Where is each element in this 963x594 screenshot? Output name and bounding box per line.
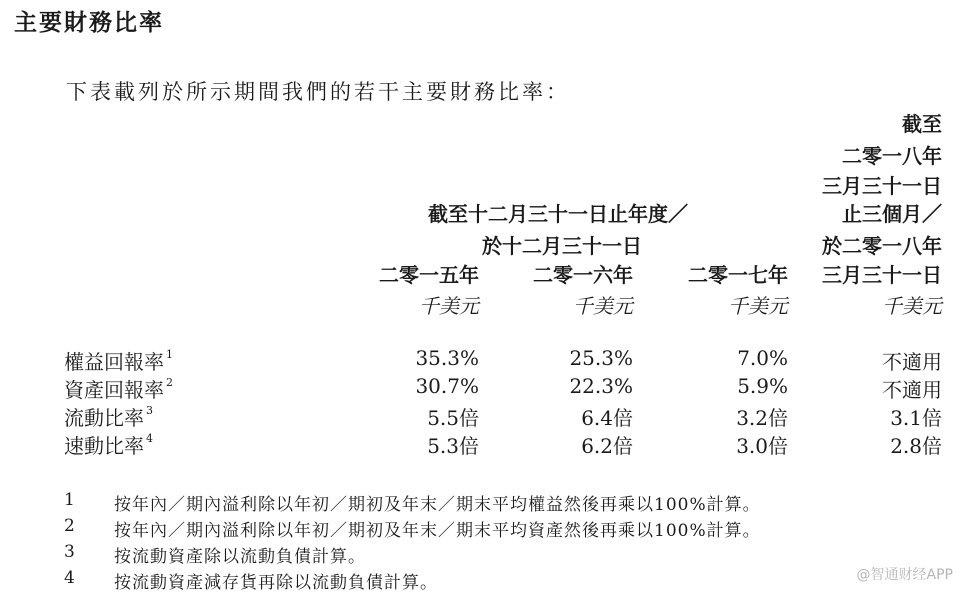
unit-2016: 千美元 <box>573 294 633 318</box>
header-q-line1: 截至 <box>902 112 942 136</box>
header-year-2015: 二零一五年 <box>379 263 479 287</box>
section-title: 主要財務比率 <box>14 10 164 36</box>
footnote-text: 按流動資產除以流動負債計算。 <box>114 547 366 567</box>
cell-current-2018q1: 3.1倍 <box>890 406 942 430</box>
header-group-line1: 截至十二月三十一日止年度／ <box>428 202 688 226</box>
cell-roa-2015: 30.7% <box>415 374 479 398</box>
header-year-2016: 二零一六年 <box>533 263 633 287</box>
header-year-2017: 二零一七年 <box>688 263 788 287</box>
footnote-number: 2 <box>64 516 75 536</box>
cell-roe-2015: 35.3% <box>415 346 479 370</box>
header-q-line4: 止三個月／ <box>842 202 942 226</box>
cell-roe-2017: 7.0% <box>737 346 788 370</box>
intro-text: 下表載列於所示期間我們的若干主要財務比率： <box>66 80 570 104</box>
footnote-text: 按年內／期內溢利除以年初／期初及年末／期末平均權益然後再乘以100%計算。 <box>114 495 761 515</box>
unit-2015: 千美元 <box>419 294 479 318</box>
cell-roe-2016: 25.3% <box>569 346 633 370</box>
cell-roa-2016: 22.3% <box>569 374 633 398</box>
cell-quick-2017: 3.0倍 <box>736 434 788 458</box>
header-q-line3: 三月三十一日 <box>822 174 942 198</box>
cell-quick-2018q1: 2.8倍 <box>890 434 942 458</box>
row-label-quick-ratio: 速動比率 $^4$ <box>64 432 153 458</box>
header-q-line6: 三月三十一日 <box>822 263 942 287</box>
footnote-number: 4 <box>64 568 75 588</box>
cell-roa-2017: 5.9% <box>737 374 788 398</box>
unit-2018q1: 千美元 <box>882 294 942 318</box>
cell-quick-2015: 5.3倍 <box>427 434 479 458</box>
footnote-text: 按流動資產減存貨再除以流動負債計算。 <box>114 573 438 593</box>
watermark: @智通财经APP <box>856 567 953 583</box>
row-label-roe: 權益回報率 $^1$ <box>64 348 173 374</box>
header-q-line2: 二零一八年 <box>842 144 942 168</box>
header-group-line2: 於十二月三十一日 <box>482 234 642 258</box>
cell-current-2017: 3.2倍 <box>736 406 788 430</box>
cell-quick-2016: 6.2倍 <box>581 434 633 458</box>
footnote-number: 3 <box>64 542 75 562</box>
unit-2017: 千美元 <box>728 294 788 318</box>
footnote-text: 按年內／期內溢利除以年初／期初及年末／期末平均資產然後再乘以100%計算。 <box>114 521 761 541</box>
row-label-current-ratio: 流動比率 $^3$ <box>64 404 153 430</box>
cell-current-2015: 5.5倍 <box>427 406 479 430</box>
row-label-roa: 資產回報率 $^2$ <box>64 376 173 402</box>
footnote-number: 1 <box>64 490 75 510</box>
cell-current-2016: 6.4倍 <box>581 406 633 430</box>
cell-roa-2018q1: 不適用 <box>882 378 942 402</box>
header-q-line5: 於二零一八年 <box>822 234 942 258</box>
cell-roe-2018q1: 不適用 <box>882 350 942 374</box>
